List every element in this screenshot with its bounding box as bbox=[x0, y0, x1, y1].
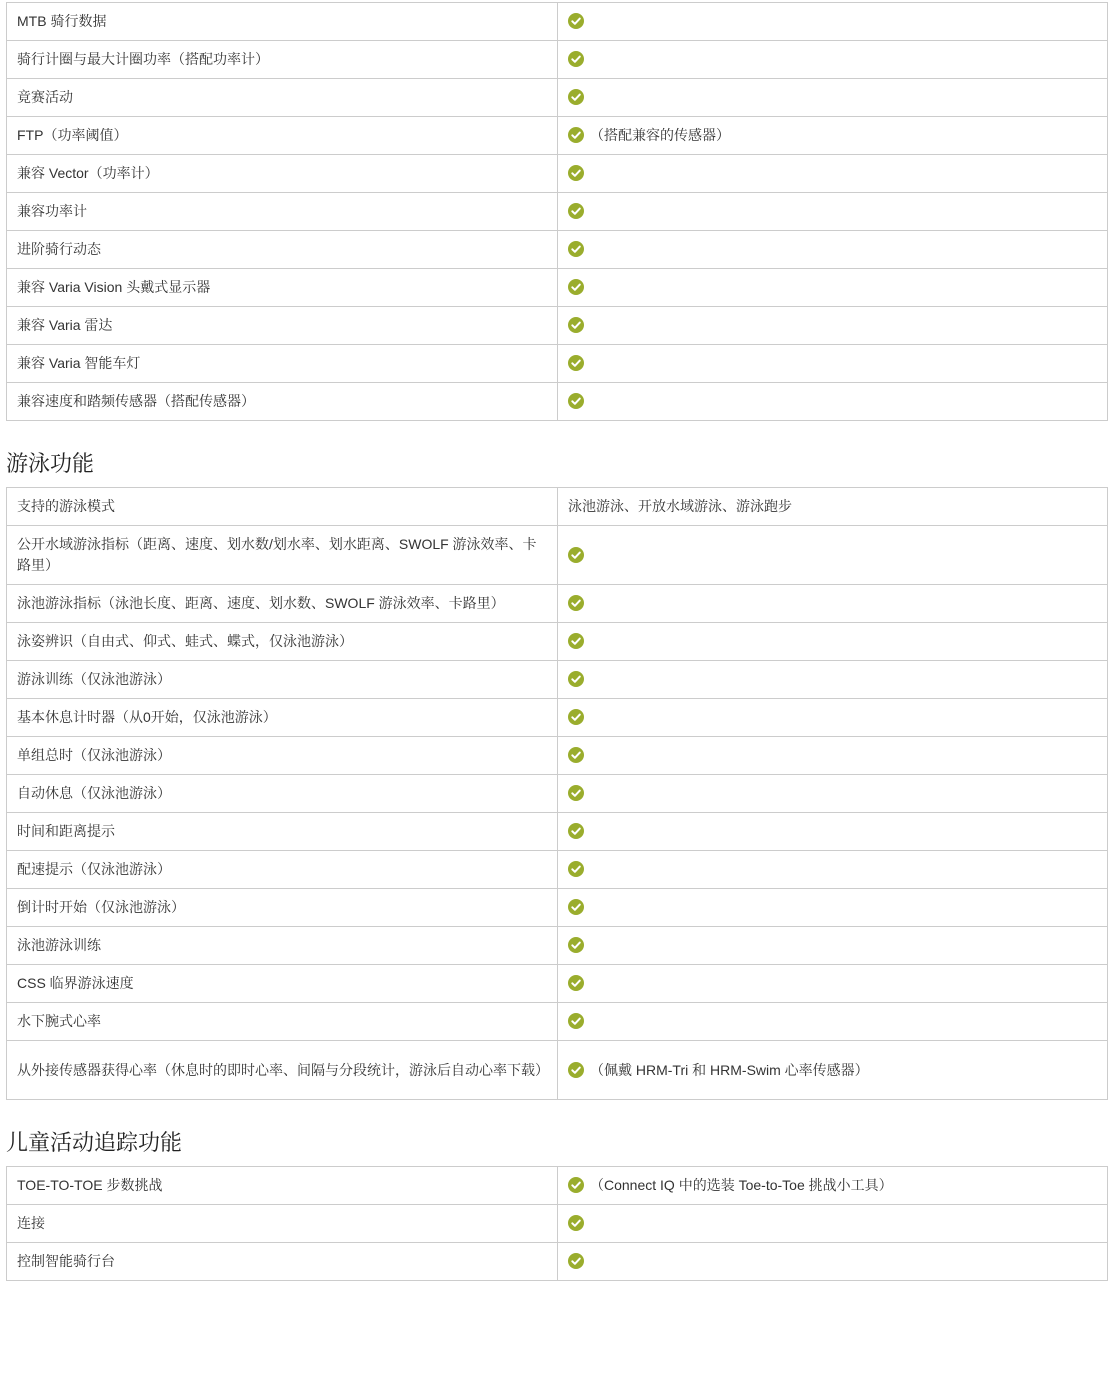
check-icon bbox=[568, 595, 584, 611]
feature-value bbox=[558, 41, 1108, 79]
feature-label: 泳池游泳指标（泳池长度、距离、速度、划水数、SWOLF 游泳效率、卡路里） bbox=[7, 585, 558, 623]
table-row bbox=[7, 1243, 1108, 1281]
table-row bbox=[7, 269, 1108, 307]
feature-value bbox=[558, 307, 1108, 345]
table-row bbox=[7, 775, 1108, 813]
feature-value bbox=[558, 1243, 1108, 1281]
table-row bbox=[7, 307, 1108, 345]
check-icon bbox=[568, 165, 584, 181]
feature-value bbox=[558, 231, 1108, 269]
feature-note: （佩戴 HRM-Tri 和 HRM-Swim 心率传感器） bbox=[590, 1061, 869, 1078]
table-row bbox=[7, 488, 1108, 526]
feature-value bbox=[558, 193, 1108, 231]
check-icon bbox=[568, 13, 584, 29]
table-row bbox=[7, 117, 1108, 155]
check-icon bbox=[568, 709, 584, 725]
feature-value bbox=[558, 117, 1108, 155]
table-row bbox=[7, 345, 1108, 383]
kids-features-table bbox=[6, 1166, 1108, 1281]
table-row bbox=[7, 3, 1108, 41]
feature-value bbox=[558, 488, 1108, 526]
feature-label: 兼容速度和踏频传感器（搭配传感器） bbox=[7, 383, 558, 421]
feature-value bbox=[558, 1167, 1108, 1205]
check-icon bbox=[568, 937, 584, 953]
feature-value bbox=[558, 79, 1108, 117]
table-row bbox=[7, 889, 1108, 927]
feature-value bbox=[558, 585, 1108, 623]
check-icon bbox=[568, 1177, 584, 1193]
feature-label: FTP（功率阈值） bbox=[7, 117, 558, 155]
feature-value bbox=[558, 775, 1108, 813]
feature-label: 兼容 Varia Vision 头戴式显示器 bbox=[7, 269, 558, 307]
check-icon bbox=[568, 899, 584, 915]
swimming-features-table bbox=[6, 487, 1108, 1100]
table-row bbox=[7, 851, 1108, 889]
feature-label: 倒计时开始（仅泳池游泳） bbox=[7, 889, 558, 927]
feature-value bbox=[558, 737, 1108, 775]
check-icon bbox=[568, 241, 584, 257]
table-row bbox=[7, 155, 1108, 193]
table-row bbox=[7, 623, 1108, 661]
feature-label: 兼容 Varia 智能车灯 bbox=[7, 345, 558, 383]
check-icon bbox=[568, 1013, 584, 1029]
feature-label: 单组总时（仅泳池游泳） bbox=[7, 737, 558, 775]
table-row bbox=[7, 79, 1108, 117]
feature-note: （Connect IQ 中的选装 Toe-to-Toe 挑战小工具） bbox=[590, 1177, 893, 1193]
check-icon bbox=[568, 317, 584, 333]
check-icon bbox=[568, 633, 584, 649]
feature-value bbox=[558, 1003, 1108, 1041]
check-icon bbox=[568, 671, 584, 687]
feature-value bbox=[558, 813, 1108, 851]
feature-label: 兼容功率计 bbox=[7, 193, 558, 231]
table-row bbox=[7, 193, 1108, 231]
check-icon bbox=[568, 1215, 584, 1231]
feature-value bbox=[558, 623, 1108, 661]
feature-value bbox=[558, 889, 1108, 927]
check-icon bbox=[568, 89, 584, 105]
table-row bbox=[7, 927, 1108, 965]
check-icon bbox=[568, 355, 584, 371]
feature-note: （搭配兼容的传感器） bbox=[590, 127, 730, 143]
table-row bbox=[7, 1205, 1108, 1243]
feature-value bbox=[558, 155, 1108, 193]
feature-value bbox=[558, 269, 1108, 307]
table-row bbox=[7, 585, 1108, 623]
check-icon bbox=[568, 823, 584, 839]
table-row bbox=[7, 813, 1108, 851]
feature-label: 进阶骑行动态 bbox=[7, 231, 558, 269]
feature-label: 泳池游泳训练 bbox=[7, 927, 558, 965]
cycling-features-table bbox=[6, 2, 1108, 421]
table-row bbox=[7, 383, 1108, 421]
feature-label: 支持的游泳模式 bbox=[7, 488, 558, 526]
feature-value bbox=[558, 699, 1108, 737]
feature-value bbox=[558, 3, 1108, 41]
check-icon bbox=[568, 1062, 584, 1078]
check-icon bbox=[568, 203, 584, 219]
feature-label: MTB 骑行数据 bbox=[7, 3, 558, 41]
swimming-section-heading: 游泳功能 bbox=[6, 451, 95, 476]
feature-label: 连接 bbox=[7, 1205, 558, 1243]
feature-value bbox=[558, 1041, 1108, 1100]
table-row bbox=[7, 41, 1108, 79]
table-row bbox=[7, 1003, 1108, 1041]
feature-label: 基本休息计时器（从0开始，仅泳池游泳） bbox=[7, 699, 558, 737]
check-icon bbox=[568, 747, 584, 763]
feature-label: 兼容 Vector（功率计） bbox=[7, 155, 558, 193]
table-row bbox=[7, 1041, 1108, 1100]
feature-label: 自动休息（仅泳池游泳） bbox=[7, 775, 558, 813]
feature-label: 从外接传感器获得心率（休息时的即时心率、间隔与分段统计，游泳后自动心率下载） bbox=[7, 1041, 558, 1100]
feature-label: TOE-TO-TOE 步数挑战 bbox=[7, 1167, 558, 1205]
feature-value bbox=[558, 345, 1108, 383]
table-row bbox=[7, 737, 1108, 775]
check-icon bbox=[568, 975, 584, 991]
feature-label: 水下腕式心率 bbox=[7, 1003, 558, 1041]
kids-section-heading: 儿童活动追踪功能 bbox=[6, 1130, 183, 1155]
feature-value bbox=[558, 661, 1108, 699]
feature-label: 配速提示（仅泳池游泳） bbox=[7, 851, 558, 889]
feature-value bbox=[558, 927, 1108, 965]
feature-value bbox=[558, 851, 1108, 889]
check-icon bbox=[568, 393, 584, 409]
check-icon bbox=[568, 1253, 584, 1269]
check-icon bbox=[568, 785, 584, 801]
feature-label: CSS 临界游泳速度 bbox=[7, 965, 558, 1003]
feature-note: 泳池游泳、开放水域游泳、游泳跑步 bbox=[568, 498, 792, 514]
feature-label: 控制智能骑行台 bbox=[7, 1243, 558, 1281]
feature-label: 泳姿辨识（自由式、仰式、蛙式、蝶式，仅泳池游泳） bbox=[7, 623, 558, 661]
table-row bbox=[7, 965, 1108, 1003]
check-icon bbox=[568, 51, 584, 67]
table-row bbox=[7, 1167, 1108, 1205]
feature-value bbox=[558, 526, 1108, 585]
table-row bbox=[7, 231, 1108, 269]
feature-label: 竟赛活动 bbox=[7, 79, 558, 117]
feature-value bbox=[558, 383, 1108, 421]
feature-value bbox=[558, 1205, 1108, 1243]
feature-label: 游泳训练（仅泳池游泳） bbox=[7, 661, 558, 699]
table-row bbox=[7, 661, 1108, 699]
feature-label: 时间和距离提示 bbox=[7, 813, 558, 851]
check-icon bbox=[568, 547, 584, 563]
check-icon bbox=[568, 861, 584, 877]
check-icon bbox=[568, 127, 584, 143]
table-row bbox=[7, 699, 1108, 737]
check-icon bbox=[568, 279, 584, 295]
feature-label: 兼容 Varia 雷达 bbox=[7, 307, 558, 345]
table-row bbox=[7, 526, 1108, 585]
feature-label: 公开水域游泳指标（距离、速度、划水数/划水率、划水距离、SWOLF 游泳效率、卡路里） bbox=[7, 526, 558, 585]
feature-label: 骑行计圈与最大计圈功率（搭配功率计） bbox=[7, 41, 558, 79]
feature-value bbox=[558, 965, 1108, 1003]
